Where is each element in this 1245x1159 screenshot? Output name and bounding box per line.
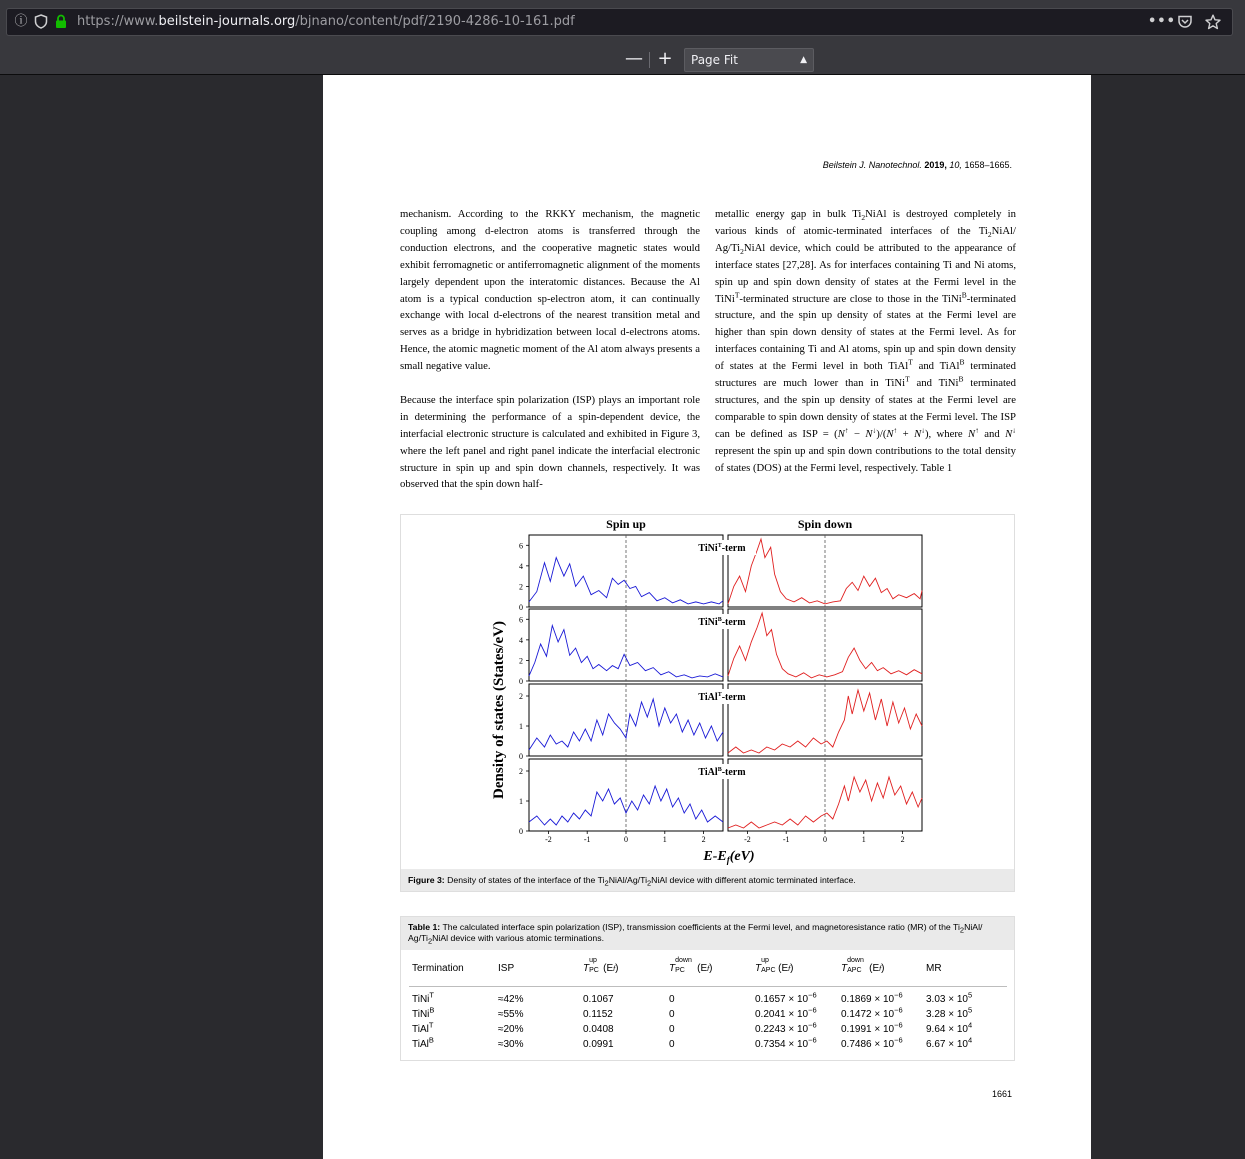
th-isp: ISP <box>498 963 515 974</box>
journal-year: 2019, <box>924 160 947 170</box>
table-cell-mr: $9.64 \times 10^4$ <box>926 1020 973 1035</box>
table-cell-tapc-up: $0.2041 \times 10^{-6}$ <box>755 1005 817 1020</box>
journal-volume: 10, <box>949 160 962 170</box>
th-tapc-up: T up APC (Ef) <box>755 957 794 974</box>
table-cell-mr: $6.67 \times 10^4$ <box>926 1035 973 1050</box>
paragraph-1: mechanism. According to the RKKY mechanism, the magnetic coupling among d-electron atoms is transferred through the conduction electrons, and the cooperative magnetic states would exhibit ferromagnetic or antiferromagnetic alignment of the moments largely dependent upon the interatomic distances. Because the Al atom is a typical conduction sp-electron atom, it can continually exchange with local d-electrons of the nearest transition metal and serves as a bridge in hybridization between local d-electrons atoms. Hence, the atomic magnetic moment of the Al atom always presents a small negative value. <box>400 208 700 373</box>
x-tick-label: 0 <box>624 835 628 844</box>
y-tick-label: 2 <box>519 692 523 701</box>
table-cell-mr: $3.03 \times 10^5$ <box>926 990 973 1005</box>
table-1 <box>400 916 1015 1061</box>
table-cell-tapc-down: $0.1472 \times 10^{-6}$ <box>841 1005 903 1020</box>
panel-label: TiNi$^B$-term <box>698 617 746 628</box>
pdf-toolbar <box>0 44 1245 75</box>
th-termination: Termination <box>412 963 464 974</box>
th-tpc-up: T up PC (Ef) <box>583 957 619 974</box>
th-mr: MR <box>926 963 942 974</box>
panel-label: TiAl$^B$-term <box>698 767 746 778</box>
x-tick-label: 0 <box>823 835 827 844</box>
table-caption: Table 1: The calculated interface spin polarization (ISP), transmission coefficients at the Fermi level, and magnetoresistance ratio (MR) of the $Ti_2NiAl/$ $Ag/Ti_2NiAl$ device with various atomic terminations. <box>401 917 1014 950</box>
pdf-page <box>323 75 1091 1159</box>
table-cell-isp: ≈20% <box>498 1024 524 1035</box>
left-column <box>400 206 700 493</box>
table-row-termination: TiAl$^T$ <box>412 1020 434 1035</box>
star-icon[interactable] <box>1205 14 1221 30</box>
y-tick-label: 6 <box>519 541 523 551</box>
x-tick-label: -2 <box>545 835 552 844</box>
lock-icon[interactable] <box>53 14 69 30</box>
table-cell-tpc-down: 0 <box>669 1039 675 1050</box>
url-scheme: https://www. <box>77 14 159 29</box>
y-tick-label: 1 <box>519 722 523 731</box>
panels-group <box>519 535 922 844</box>
table-row-termination: TiNi$^T$ <box>412 990 434 1005</box>
x-tick-label: 2 <box>900 835 905 844</box>
table-cell-tapc-up: $0.1657 \times 10^{-6}$ <box>755 990 817 1005</box>
table-row-termination: TiNi$^B$ <box>412 1005 435 1020</box>
table-cell-tapc-down: $0.1991 \times 10^{-6}$ <box>841 1020 903 1035</box>
info-icon[interactable]: ⓘ <box>14 14 28 29</box>
th-tapc-down: T down APC (Ef) <box>841 957 885 974</box>
y-tick-label: 0 <box>519 603 523 612</box>
y-tick-label: 2 <box>519 582 523 592</box>
x-tick-label: -1 <box>782 835 790 844</box>
zoom-select-value: Page Fit <box>691 53 738 67</box>
table-cell-tpc-down: 0 <box>669 994 675 1005</box>
dos-chart <box>401 515 1014 869</box>
table-cell-mr: $3.28 \times 10^5$ <box>926 1005 973 1020</box>
table-cell-tpc-down: 0 <box>669 1009 675 1020</box>
y-tick-label: 2 <box>519 656 523 666</box>
y-tick-label: 6 <box>519 615 523 625</box>
zoom-out-button[interactable]: — <box>625 48 643 69</box>
table-cell-tapc-down: $0.7486 \times 10^{-6}$ <box>841 1035 903 1050</box>
x-tick-label: 1 <box>662 835 667 844</box>
y-tick-label: 0 <box>519 827 523 836</box>
figure-caption: Figure 3: Density of states of the interface of the $Ti_2NiAl/Ag/Ti_2NiAl$ device with different atomic terminated interface. <box>401 869 1014 891</box>
y-tick-label: 4 <box>519 635 523 645</box>
address-bar[interactable] <box>6 8 1233 36</box>
x-axis-label: $E-E_f(eV)$ <box>703 849 755 865</box>
paragraph-3: metallic energy gap in bulk $Ti_2NiAl$ is destroyed completely in various kinds of atomic-terminated interfaces of the $Ti_2NiAl/$ $Ag/Ti_2NiAl$ device, which could be attributed to the appearance of interface states [27,28]. As for interfaces containing Ti and Ni atoms, spin up and spin down density of states at the Fermi level in the TiNi$^T$-terminated structure are close to those in the TiNi$^B$-terminated structure, and the spin up density of states at the Fermi level are higher than spin down density of states at the Fermi level. As for interfaces containing Ti and Al atoms, spin up and spin down density of states at the Fermi level in both TiAl$^T$ and TiAl$^B$ terminated structures are much lower than in TiNi$^T$ and TiNi$^B$ terminated structures, and the spin up density of states at the Fermi level are comparable to spin down density of states at the Fermi level. The ISP can be defined as ISP = (N↑ − N↓)/(N↑ + N↓), where N↑ and N↓ represent the spin up and spin down contributions to the total density of states (DOS) at the Fermi level, respectively. Table 1 <box>715 208 1017 474</box>
paragraph-2: Because the interface spin polarization (ISP) plays an important role in determining the performance of a spin-dependent device, the interfacial electronic structure is calculated and exhibited in Figure 3, where the left panel and right panel indicate the interfacial electronic structure in spin up and spin down channels, respectively. It was observed that the spin down half- <box>400 393 700 491</box>
zoom-in-button[interactable]: + <box>657 48 673 69</box>
table-cell-tpc-up: 0.1152 <box>583 1009 613 1020</box>
select-arrows-icon: ▲ <box>800 55 807 65</box>
journal-name: Beilstein J. Nanotechnol. <box>822 160 922 170</box>
table-cell-tpc-up: 0.0991 <box>583 1039 614 1050</box>
table-cell-isp: ≈55% <box>498 1009 524 1020</box>
table-row-termination: TiAl$^B$ <box>412 1035 434 1050</box>
y-tick-label: 1 <box>519 797 523 806</box>
y-tick-label: 0 <box>519 677 523 686</box>
table-cell-isp: ≈30% <box>498 1039 524 1050</box>
more-icon[interactable]: ••• <box>1148 14 1176 29</box>
table-cell-tapc-up: $0.7354 \times 10^{-6}$ <box>755 1035 817 1050</box>
table-cell-tapc-down: $0.1869 \times 10^{-6}$ <box>841 990 903 1005</box>
y-axis-label: Density of states (States/eV) <box>491 621 507 799</box>
table-cell-tapc-up: $0.2243 \times 10^{-6}$ <box>755 1020 817 1035</box>
x-tick-label: -1 <box>583 835 591 844</box>
running-head <box>823 160 1012 170</box>
spin-down-title: Spin down <box>797 517 853 531</box>
pocket-icon[interactable] <box>1177 14 1193 30</box>
table-rule <box>409 986 1007 987</box>
shield-icon[interactable] <box>33 14 49 30</box>
page-number: 1661 <box>992 1089 1013 1099</box>
journal-pages: 1658–1665. <box>964 160 1012 170</box>
toolbar-separator <box>649 52 650 68</box>
x-tick-label: -2 <box>744 835 751 844</box>
table-cell-tpc-down: 0 <box>669 1024 675 1035</box>
spin-up-title: Spin up <box>606 517 646 531</box>
url-path: /bjnano/content/pdf/2190-4286-10-161.pdf <box>295 14 575 29</box>
y-tick-label: 0 <box>519 752 523 761</box>
url-text[interactable] <box>77 14 575 30</box>
x-tick-label: 2 <box>701 835 706 844</box>
zoom-select[interactable] <box>684 48 814 72</box>
table-cell-tpc-up: 0.0408 <box>583 1024 614 1035</box>
right-column <box>715 206 1016 477</box>
th-tpc-down: T down PC (Ef) <box>669 957 713 974</box>
figure-3 <box>400 514 1015 892</box>
panel-label: TiAl$^T$-term <box>698 692 746 703</box>
table-cell-isp: ≈42% <box>498 994 524 1005</box>
y-tick-label: 2 <box>519 767 523 776</box>
y-tick-label: 4 <box>519 561 523 571</box>
x-tick-label: 1 <box>861 835 866 844</box>
browser-toolbar <box>0 0 1245 44</box>
url-host: beilstein-journals.org <box>158 14 296 29</box>
panel-label: TiNi$^T$-term <box>698 543 746 554</box>
table-cell-tpc-up: 0.1067 <box>583 994 614 1005</box>
